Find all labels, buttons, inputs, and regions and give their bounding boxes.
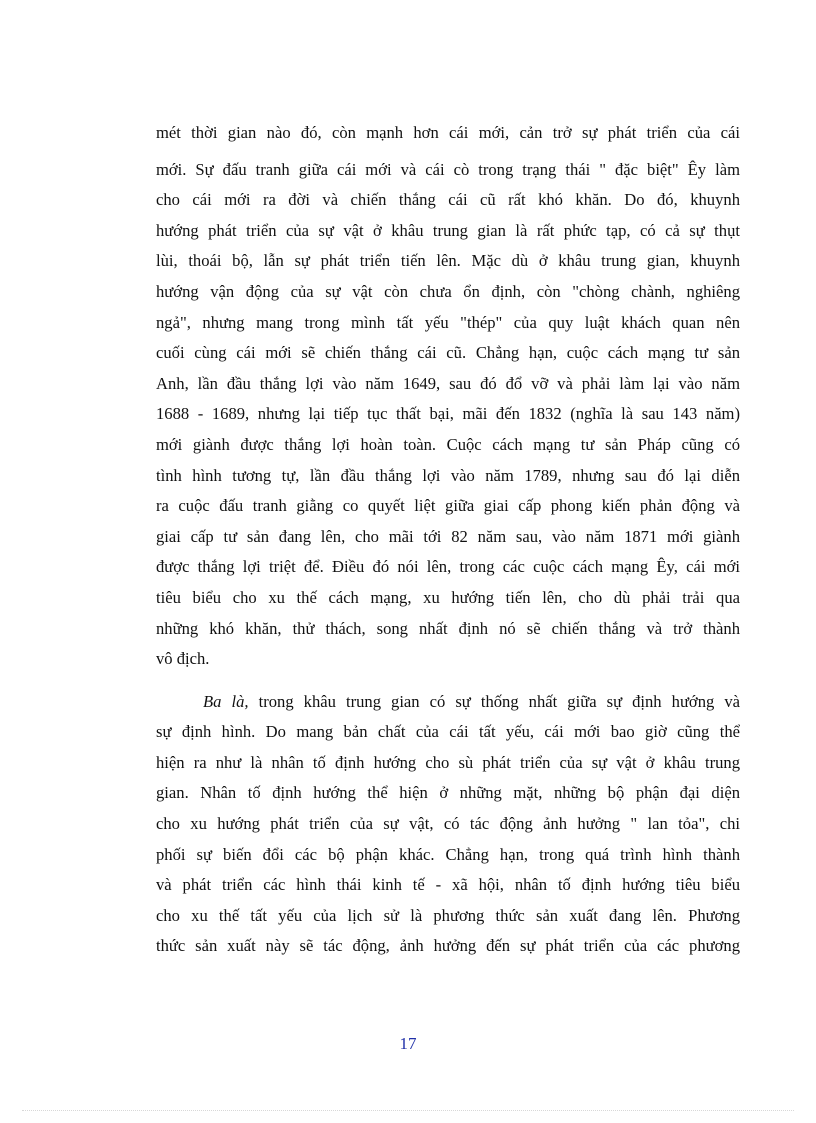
text-run: trong khâu trung gian có sự thống nhất giữa sự định hướng và bbox=[248, 691, 741, 711]
body-text bbox=[156, 118, 740, 962]
text-line: giai cấp tư sản đang lên, cho mãi tới 82 năm sau, vào năm 1871 mới giành bbox=[156, 526, 740, 546]
text-line: Anh, lần đầu thắng lợi vào năm 1649, sau đó đổ vỡ và phải làm lại vào năm bbox=[156, 373, 740, 393]
text-line: hướng vận động của sự vật còn chưa ổn định, còn "chòng chành, nghiêng bbox=[156, 281, 740, 301]
italic-lead: Ba là, bbox=[203, 691, 249, 711]
text-line: được thắng lợi triệt để. Điều đó nói lên, trong các cuộc cách mạng Êy, cái mới bbox=[156, 557, 740, 577]
text-line: cho xu hướng phát triển của sự vật, có tác động ảnh hưởng " lan tỏa", chi bbox=[156, 814, 740, 834]
text-line: mới giành được thắng lợi hoàn toàn. Cuộc cách mạng tư sản Pháp cũng có bbox=[156, 434, 740, 454]
text-line: 1688 - 1689, nhưng lại tiếp tục thất bại, mãi đến 1832 (nghĩa là sau 143 năm) bbox=[156, 404, 740, 424]
text-line: sự định hình. Do mang bản chất của cái tất yếu, cái mới bao giờ cũng thể bbox=[156, 722, 740, 742]
text-line: những khó khăn, thử thách, song nhất định nó sẽ chiến thắng và trở thành bbox=[156, 618, 740, 638]
text-line: hướng phát triển của sự vật ở khâu trung gian là rất phức tạp, có cả sự thụt bbox=[156, 220, 740, 240]
text-line: tình hình tương tự, lần đầu thắng lợi vào năm 1789, nhưng sau đó lại diễn bbox=[156, 465, 740, 485]
text-line: và phát triển các hình thái kinh tế - xã hội, nhân tố định hướng tiêu biểu bbox=[156, 875, 740, 895]
text-line: hiện ra như là nhân tố định hướng cho sù phát triển của sự vật ở khâu trung bbox=[156, 752, 740, 772]
text-line: cho cái mới ra đời và chiến thắng cái cũ rất khó khăn. Do đó, khuynh bbox=[156, 190, 740, 210]
text-line: phối sự biến đổi các bộ phận khác. Chẳng hạn, trong quá trình hình thành bbox=[156, 844, 740, 864]
paragraph-first-line bbox=[156, 687, 740, 718]
page-number: 17 bbox=[399, 1034, 417, 1053]
text-line: ngả", nhưng mang trong mình tất yếu "thép" của quy luật khách quan nên bbox=[156, 312, 740, 332]
text-line: mét thời gian nào đó, còn mạnh hơn cái mới, cản trở sự phát triển của cái bbox=[156, 123, 740, 142]
text-line: tiêu biểu cho xu thế cách mạng, xu hướng tiến lên, cho dù phải trải qua bbox=[156, 587, 740, 607]
page-bottom-divider bbox=[22, 1110, 794, 1111]
text-line: cho xu thế tất yếu của lịch sử là phương thức sản xuất đang lên. Phương bbox=[156, 905, 740, 925]
text-line: vô địch. bbox=[156, 649, 210, 669]
text-line: cuối cùng cái mới sẽ chiến thắng cái cũ. Chẳng hạn, cuộc cách mạng tư sản bbox=[156, 343, 740, 363]
text-line: gian. Nhân tố định hướng thể hiện ở những mặt, những bộ phận đại diện bbox=[156, 783, 740, 803]
text-line: lùi, thoái bộ, lẫn sự phát triển tiến lên. Mặc dù ở khâu trung gian, khuynh bbox=[156, 251, 740, 271]
text-line: mới. Sự đấu tranh giữa cái mới và cái cò trong trạng thái " đặc biệt" Êy làm bbox=[156, 159, 740, 179]
text-line: ra cuộc đấu tranh giằng co quyết liệt giữa giai cấp phong kiến phản động và bbox=[156, 496, 740, 516]
text-line: thức sản xuất này sẽ tác động, ảnh hưởng đến sự phát triển của các phương bbox=[156, 936, 740, 956]
